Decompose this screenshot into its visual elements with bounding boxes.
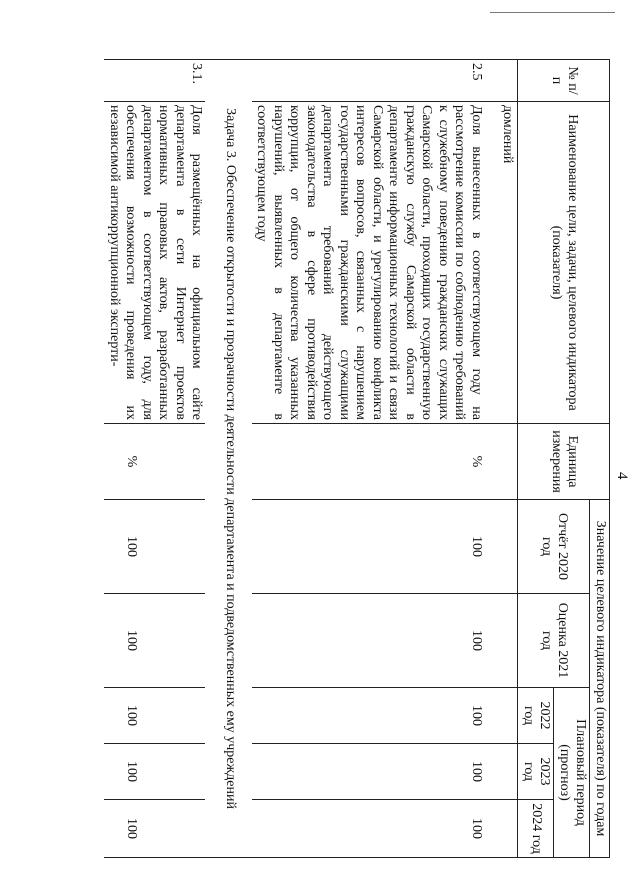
- table-row: [105, 60, 206, 858]
- header-2022: 2022 год: [518, 688, 554, 744]
- row-value-2023: 100: [252, 744, 485, 800]
- row-value-2020: 100: [252, 500, 485, 594]
- header-num: № п/п: [518, 60, 610, 102]
- task-header-row: [206, 60, 253, 858]
- row-num: 2.5: [252, 60, 485, 102]
- row-name: Доля размещённых на официальном сайте департамента в сети Интернет проектов нормативных правовых актов, разработанных департаментом в соответствующем году, для обеспечения возможности проведения их независимой антикоррупционной эксперти-: [105, 102, 206, 424]
- header-2023: 2023 год: [518, 744, 554, 800]
- header-plan-group: Плановый период (прогноз): [554, 688, 590, 858]
- row-value-2021: 100: [105, 594, 206, 688]
- header-estimate-2021: Оценка 2021 год: [518, 594, 590, 688]
- header-unit: Единица измерения: [518, 424, 610, 500]
- row-value-2024: 100: [252, 800, 485, 858]
- table-row: [252, 60, 485, 858]
- row-num: 3.1.: [105, 60, 206, 102]
- row-value-2023: 100: [105, 744, 206, 800]
- row-name: Доля вынесенных в соответствующем году на рассмотрение комиссии по соблюдению требований к служебному поведению гражданских служащих Самарской области, проходящих государственную гражданскую службу Самарской области в департаменте информационных технологий и связи Самарской области, и урегулированию конфликта интересов вопросов, связанных с нарушением государственными гражданскими служащими департамента требований действующего законодательства в сфере противодействия коррупции, от общего количества указанных нарушений, выявленных в департаменте в соответствующем году: [252, 102, 485, 424]
- row-unit: %: [252, 424, 485, 500]
- header-values-group: Значение целевого индикатора (показателя) по годам: [590, 500, 610, 858]
- row-value-2022: 100: [105, 688, 206, 744]
- header-report-2020: Отчёт 2020 год: [518, 500, 590, 594]
- task-3-header: Задача 3. Обеспечение открытости и прозрачности деятельности департамента и подведомственных ему учреждений: [206, 60, 253, 858]
- continued-text: домлений: [485, 102, 518, 424]
- row-value-2024: 100: [105, 800, 206, 858]
- row-value-2020: 100: [105, 500, 206, 594]
- page-number: 4: [614, 472, 630, 480]
- indicators-table: [105, 59, 611, 858]
- header-2024: 2024 год: [518, 800, 554, 858]
- row-value-2022: 100: [252, 688, 485, 744]
- table-row-continuation: [485, 60, 518, 858]
- header-name: Наименование цели, задачи, целевого индикатора (показателя): [518, 102, 610, 424]
- row-unit: %: [105, 424, 206, 500]
- row-value-2021: 100: [252, 594, 485, 688]
